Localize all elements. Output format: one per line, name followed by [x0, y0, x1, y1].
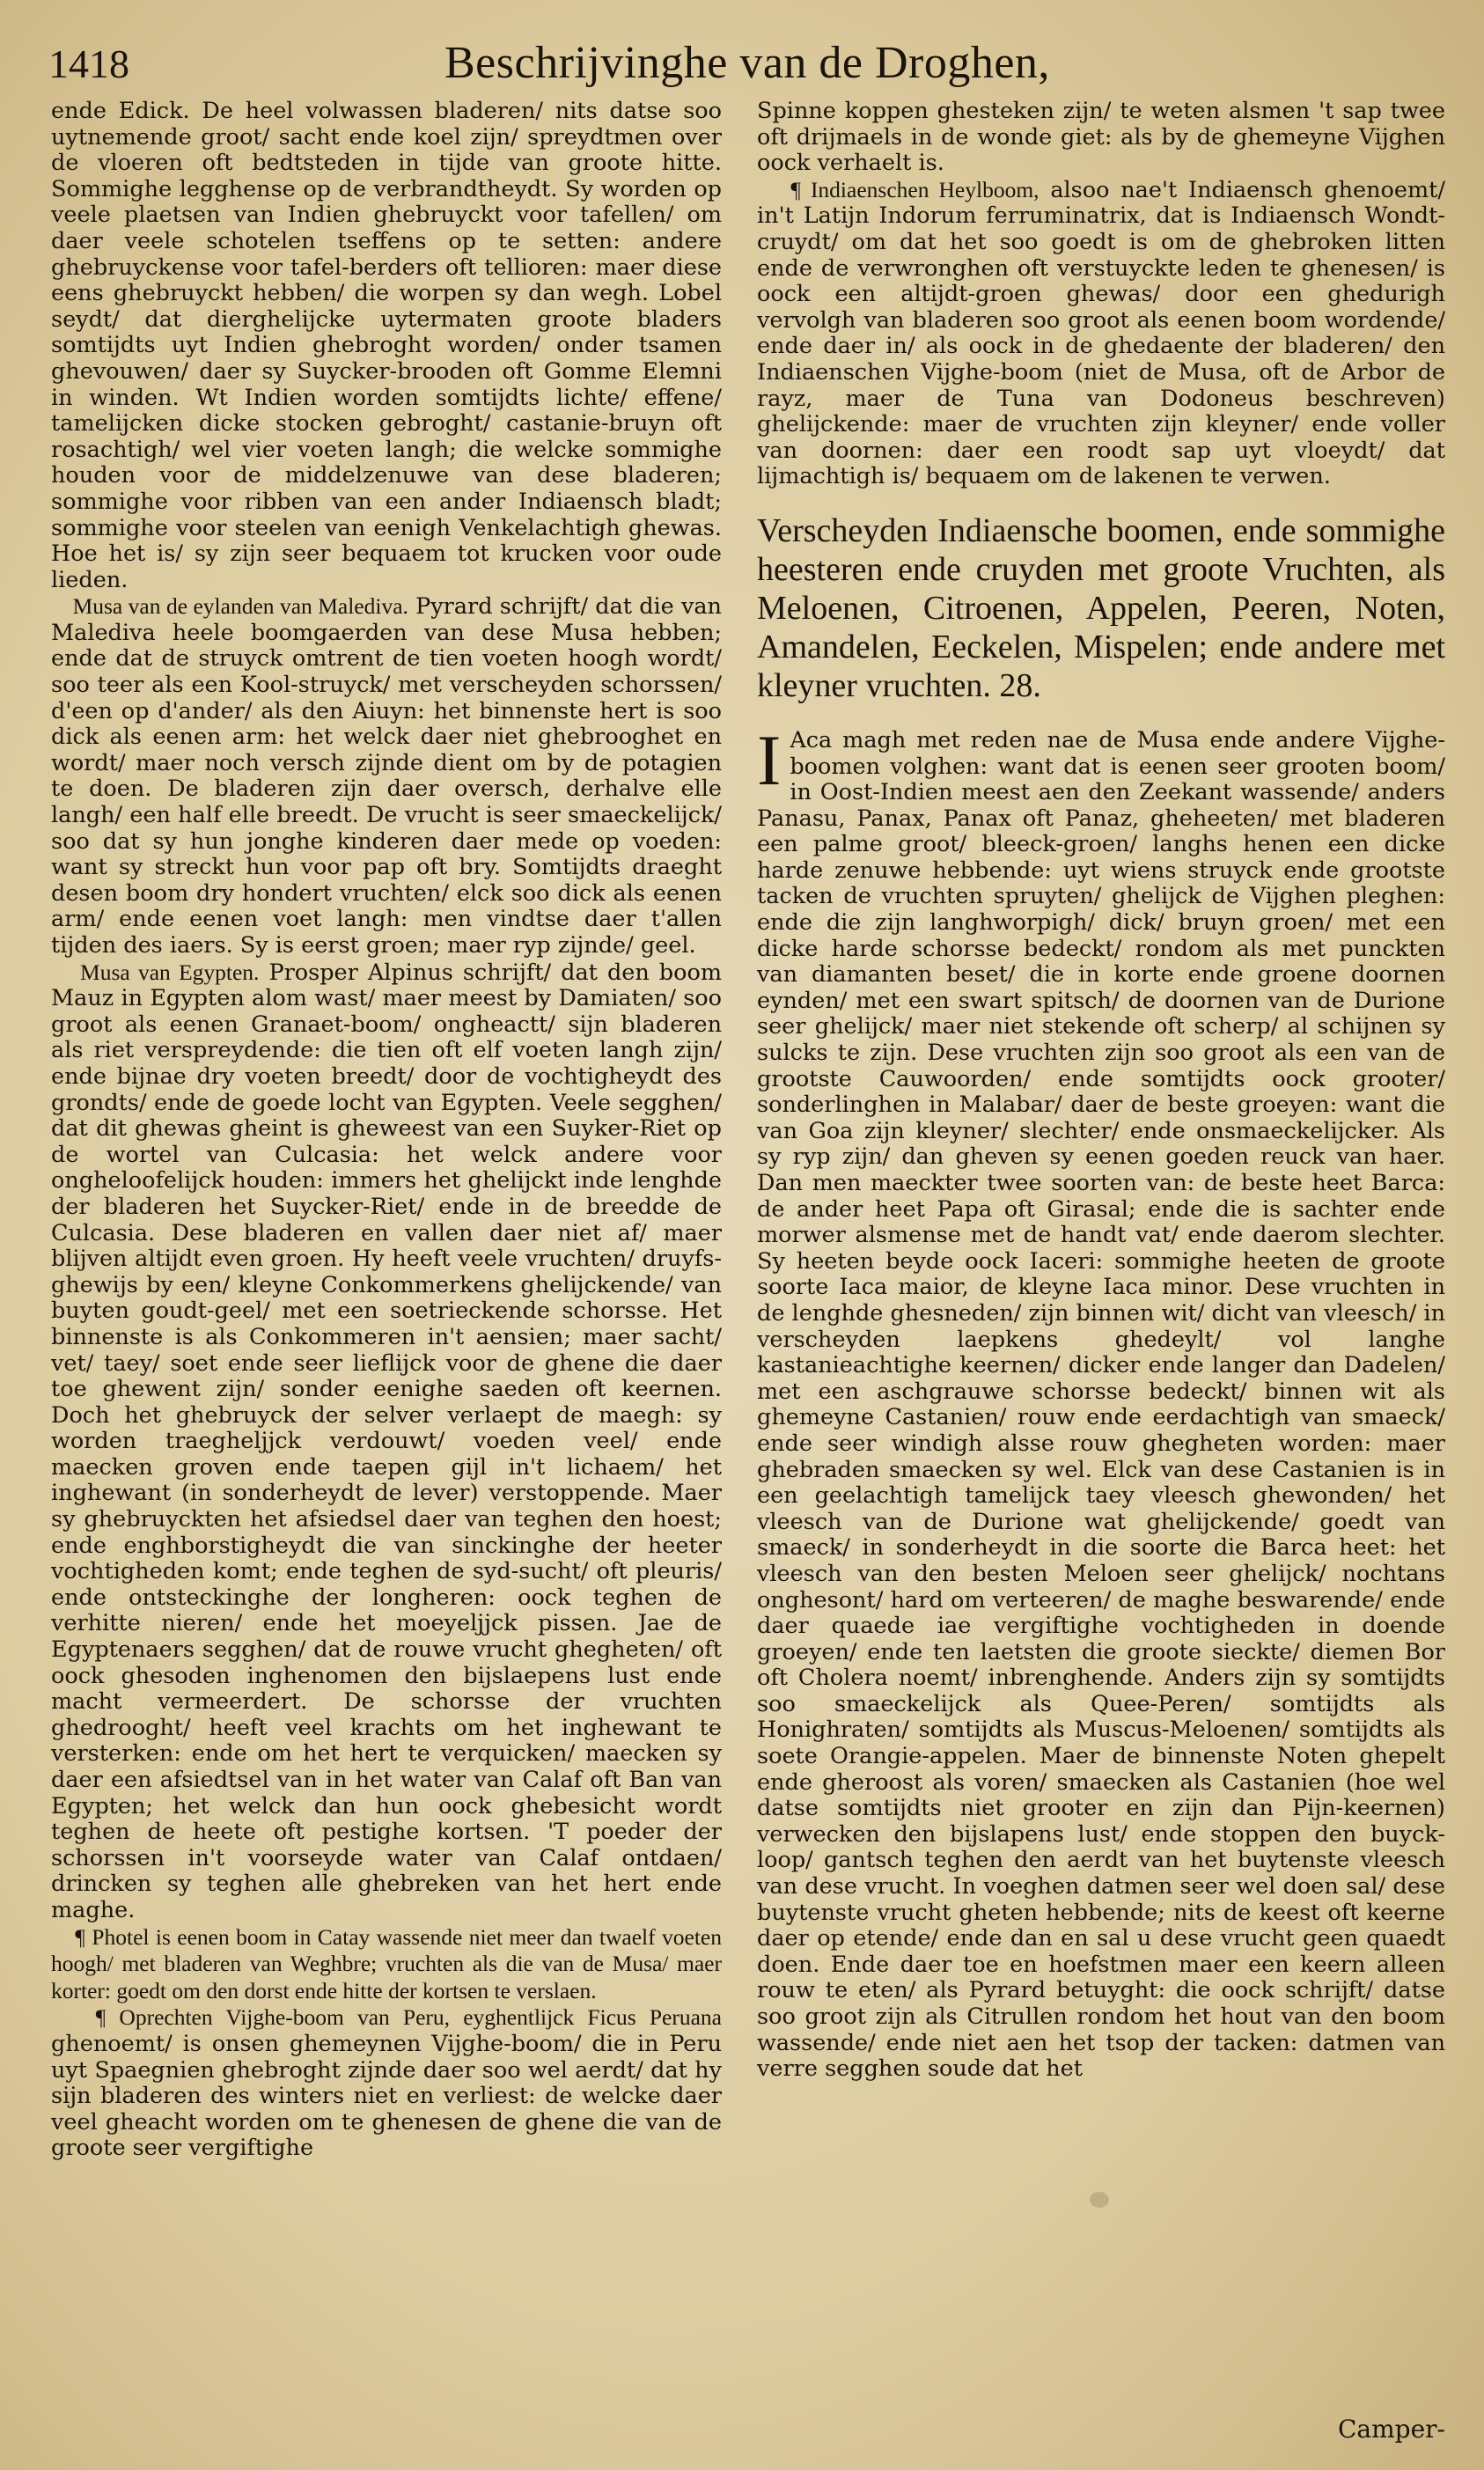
paragraph [757, 177, 1445, 490]
entry-text: Pyrard schrijft/ dat die van Malediva heele boomgaerden van dese Musa hebben; ende dat de struyck omtrent de tien voeten hoogh wordt/ soo teer als een Kool-struyck/ met verscheyden schorssen/ d'een op d'ander/ als den Aiuyn: het binnenste hert is soo dick als eenen arm: het welck daer niet ghebrooghet en wordt/ maer noch versch zijnde dient om by de potagien te doen. De bladeren zijn daer oversch, derhalve elle langh/ een half elle breedt. De vrucht is seer smaeckelijck/ soo dat sy hun jonghe kinderen daer mede op voeden: want sy streckt hun voor pap oft bry. Somtijdts draeght desen boom dry hondert vruchten/ elck soo dick als eenen arm/ ende eenen voet langh: men vindtse daer t'allen tijden des iaers. Sy is eerst groen; maer ryp zijnde/ geel. [51, 593, 722, 959]
right-column [757, 99, 1445, 2083]
catchword: Camper- [1337, 2415, 1445, 2444]
drop-cap: I [757, 719, 782, 800]
entry-text: Aca magh met reden nae de Musa ende andere Vijghe-boomen volghen: want dat is eenen seer grooten boom/ in Oost-Indien meest aen den Zeekant wassende/ anders Panasu, Panax, Panax oft Panaz, gheheeten/ met bladeren een palme groot/ bleeck-groen/ langhs henen een dicke harde zenuwe hebbende: uyt wiens struyck ende grootste tacken de vruchten spruyten/ ghelijck de Vijghen pleghen: ende die zijn langhworpigh/ dick/ bruyn groen/ met een dicke harde schorsse bedeckt/ rondom als met punckten van diamanten beset/ die in korte ende groene doornen eynden/ met een swart spitsch/ de doornen van de Durione seer ghelijck/ maer niet stekende oft scherp/ al schijnen sy sulcks te zijn. Dese vruchten zijn soo groot als een van de grootste Cauwoorden/ ende somtijdts oock grooter/ sonderlinghen in Malabar/ daer de beste groeyen: want die van Goa zijn kleyner/ slechter/ ende onsmaeckelijcker. Als sy ryp zijn/ dan gheven sy eenen goeden reuck van haer. Dan men maeckter twee soorten van: de beste heet Barca: de ander heet Papa oft Girasal; ende die is sachter ende morwer alsmense met de handt vat/ ende daerom slechter. Sy heeten beyde oock Iaceri: sommighe heeten de groote soorte Iaca maior, de kleyne Iaca minor. Dese vruchten in de lenghde ghesneden/ zijn binnen wit/ dicht van vleesch/ in verscheyden laepkens ghedeylt/ vol langhe kastanieachtighe keernen/ dicker ende langer dan Dadelen/ met een aschgrauwe schorsse bedeckt/ binnen wit als ghemeyne Castanien/ rouw ende eerdachtigh van smaeck/ ende seer windigh alsse rouw ghegheten worden: maer ghebraden smaecken sy wel. Elck van dese Castanien is in een geelachtigh tamelijck taey vleesch ghewonden/ het vleesch van de Durione wat ghelijckende/ goedt van smaeck/ in sonderheydt in die soorte die Barca heet: het vleesch van den besten Meloen seer ghelijck/ nochtans onghesont/ hard om verteeren/ de maghe beswarende/ ende daer quaede iae vergiftighe vochtigheden in doende groeyen/ ende ten laetsten die groote sieckte/ diemen Bor oft Cholera noemt/ inbrenghende. Anders zijn sy somtijdts soo smaeckelijck als Quee-Peren/ somtijdts als Honighraten/ somtijdts als Muscus-Meloenen/ somtijdts als soete Orangie-appelen. Maer de binnenste Noten ghepelt ende gheroost als voren/ smaecken als Castanien (hoe wel datse somtijdts niet grooter en zijn dan Pijn-keernen) verwecken den bijslapens lust/ ende stoppen den buyck-loop/ gantsch teghen den aerdt van het buytenste vleesch van dese vrucht. In voeghen datmen seer wel doen sal/ dese buytenste vrucht gheten hebbende; nits de keest oft keerne daer op etende/ ende dan en sal u dese vrucht geen quaedt doen. Ende daer toe en hoefstmen maer een keern alleen rouw te eten/ als Pyrard betuyght: die oock schrijft/ datse soo groot zijn als Citrullen rondom het hout van den boom wassende/ ende niet aen het tsop der tacken: datmen van verre segghen soude dat het [757, 726, 1445, 2083]
paragraph: ende Edick. De heel volwassen bladeren/ nits datse soo uytnemende groot/ sacht ende koel zijn/ spreydtmen over de vloeren oft bedtsteden in tijde van groote hitte. Sommighe legghense op de verbrandtheydt. Sy worden op veele plaetsen van Indien ghebruyckt voor tafellen/ om daer veele schotelen tseffens op te setten: andere ghebruyckense voor tafel-berders oft tellioren: maer diese eens ghebruyckt hebben/ die worpen sy dan wegh. Lobel seydt/ dat dierghelijcke uytermaten groote bladers somtijdts uyt Indien ghebroght worden/ onder tsamen ghevouwen/ daer sy Suycker-brooden oft Gomme Elemni in winden. Wt Indien worden somtijdts lichte/ effene/ tamelijcken dicke stocken gebroght/ castanie-bruyn oft rosachtigh/ wel vier voeten langh; die welcke sommighe houden voor de middelzenuwe van dese bladeren; sommighe voor ribben van een ander Indiaensch bladt; sommighe voor steelen van eenigh Venkelachtigh ghewas. Hoe het is/ sy zijn seer bequaem tot krucken voor oude lieden. [51, 98, 722, 593]
paragraph [51, 2004, 722, 2162]
paragraph [757, 719, 1445, 2083]
left-column [51, 99, 722, 2162]
section-heading: Verscheyden Indiaensche boomen, ende sommighe heesteren ende cruyden met groote Vruchten, als Meloenen, Citroenen, Appelen, Peeren, Noten, Amandelen, Eeckelen, Mispelen; ende andere met kleyner vruchten. 28. [757, 511, 1445, 704]
entry-lead: Musa van de eylanden van Malediva. [72, 593, 408, 620]
running-title: Beschrijvinghe van de Droghen, [444, 38, 1050, 88]
entry-text: ghenoemt/ is onsen ghemeynen Vijghe-boom/ die in Peru uyt Spaegnien ghebroght zijnde daer soo wel aerdt/ dat hy sijn bladeren des winters niet en verliest: de welcke daer veel gheacht worden om te ghenesen de ghene die van de groote seer vergiftighe [51, 2030, 722, 2162]
paragraph [51, 959, 722, 1924]
paragraph [51, 1924, 722, 2005]
entry-text: alsoo nae't Indiaensch ghenoemt/ in't Latijn Indorum ferruminatrix, dat is Indiaensch Wondt-cruydt/ om dat het soo goedt is om de ghebroken litten ende de verwronghen oft verstuyckte leden te ghenesen/ is oock een altijdt-groen ghewas/ door een ghedurigh vervolgh van bladeren soo groot als eenen boom wordende/ ende daer in/ als oock in de ghedaente der bladeren/ den Indiaenschen Vijghe-boom (niet de Musa, oft de Arbor de rayz, maer de Tuna van Dodoneus beschreven) ghelijckende: maer de vruchten zijn kleyner/ ende voller van doornen: daer een roodt sap uyt vloeydt/ dat lijmachtigh is/ bequaem om de lakenen te verwen. [757, 176, 1445, 490]
paragraph [51, 593, 722, 959]
paragraph: Spinne koppen ghesteken zijn/ te weten alsmen 't sap twee oft drijmaels in de wonde giet: als by de ghemeyne Vijghen oock verhaelt is. [757, 98, 1445, 177]
page-number: 1418 [48, 41, 129, 86]
page-header [48, 33, 1422, 95]
entry-lead: ¶ Oprechten Vijghe-boom van Peru, eyghentlijck Ficus Peruana [95, 2004, 722, 2031]
ink-stain [1090, 2192, 1109, 2208]
entry-text: Prosper Alpinus schrijft/ dat den boom Mauz in Egypten alom wast/ maer meest by Damiaten/ soo groot als eenen Granaet-boom/ ongheactt/ sijn bladeren als riet verspreydende: die tien oft elf voeten langh zijn/ ende bijnae dry voeten breedt/ door de vochtigheydt des grondts/ ende de goede locht van Egypten. Veele segghen/ dat dit ghewas gheint is gheweest van een Suyker-Riet op de wortel van Culcasia: het welck andere voor ongheloofelijck houden: immers het ghelijckt inde lenghde der bladeren het Suycker-Riet/ ende in de breedde de Culcasia. Dese bladeren en vallen daer niet af/ maer blijven altijdt even groen. Hy heeft veele vruchten/ druyfs-ghewijs by een/ kleyne Conkommerkens ghelijckende/ van buyten goudt-geel/ met een soetrieckende schorsse. Het binnenste is als Conkommeren in't aensien; maer sacht/ vet/ taey/ soet ende seer lieflijck voor de ghene die daer toe ghewent zijn/ sonder eenighe saeden oft keernen. Doch het ghebruyck der selver verlaept de maegh: sy worden traegheljjck verdouwt/ voeden veel/ ende maecken groven ende taepen gijl in't lichaem/ het inghewant (in sonderheydt de lever) verstoppende. Maer sy ghebruyckten het afsiedsel daer van teghen den hoest; ende enghborstigheydt die van sinckinghe der heeter vochtigheden komt; ende teghen de syd-sucht/ oft pleuris/ ende ontsteckinghe der longheren: oock teghen de verhitte nieren/ ende het moeyeljjck pissen. Jae de Egyptenaers segghen/ dat de rouwe vrucht ghegheten/ oft oock ghesoden inghenomen den bijslaepens lust ende macht vermeerdert. De schorsse der vruchten ghedrooght/ heeft veel krachts om het inghewant te versterken: ende om het hert te verquicken/ maecken sy daer een afsiedtsel van in het water van Calaf oft Ban van Egypten; het welck dan hun oock ghebesicht wordt teghen de heete oft pestighe kortsen. 'T poeder der schorssen in't voorseyde water van Calaf ontdaen/ drincken sy teghen alle ghebreken van het hert ende maghe. [51, 959, 722, 1923]
entry-lead: Musa van Egypten. [80, 959, 260, 985]
entry-lead: ¶ Indiaenschen Heylboom, [790, 176, 1040, 202]
entry-lead: ¶ Photel is eenen boom in Catay wassende niet meer dan twaelf voeten hoogh/ met bladeren van Weghbre; vruchten als die van de Musa/ maer korter: goedt om den dorst ende hitte der kortsen te verslaen. [51, 1923, 722, 2003]
